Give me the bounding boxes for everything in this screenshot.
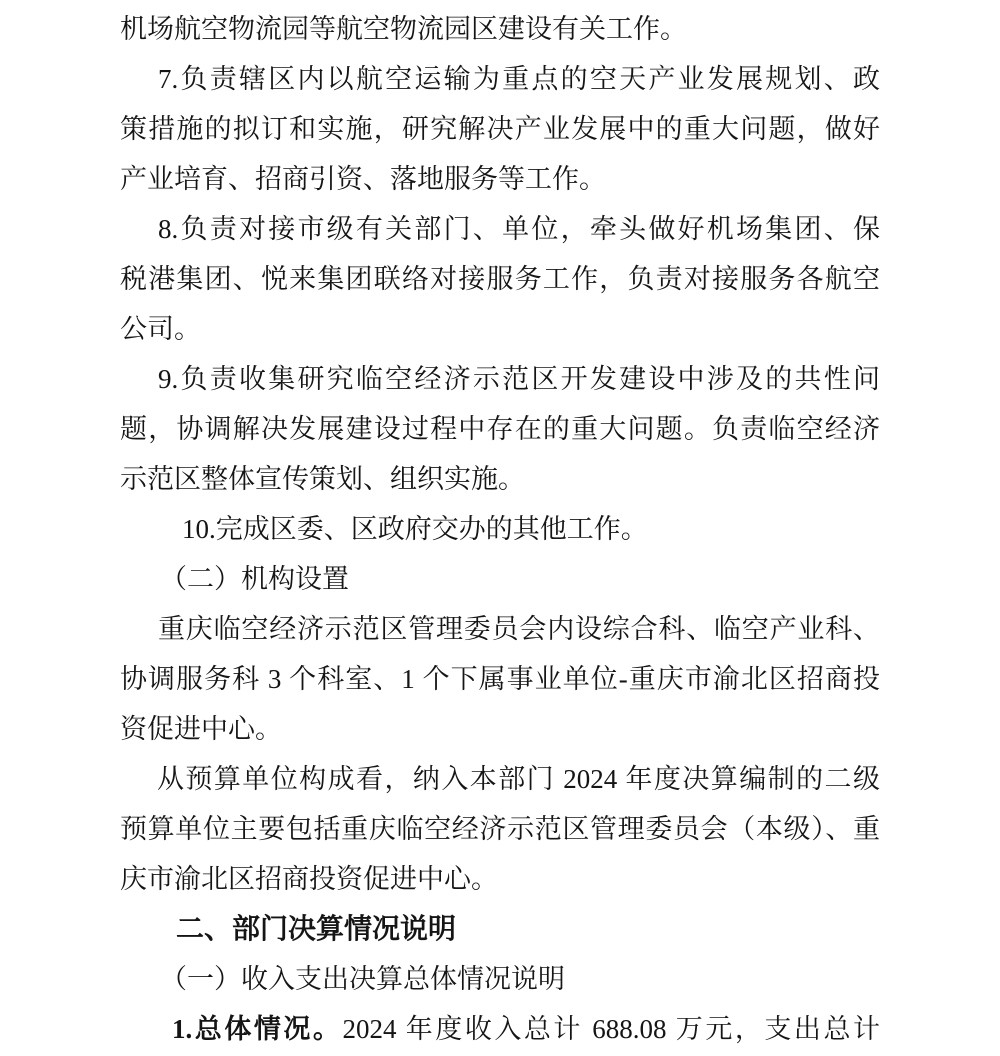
text-run: 二、部门决算情况说明 (176, 913, 457, 944)
text-run: 2024 年度收入总计 688.08 万元，支出总计 (342, 1014, 880, 1044)
text-run: 公司。 (120, 314, 201, 344)
text-run: 策措施的拟订和实施，研究解决产业发展中的重大问题，做好 (120, 114, 880, 144)
text-run: 从预算单位构成看，纳入本部门 2024 年度决算编制的二级 (157, 764, 880, 794)
document-line (120, 504, 880, 554)
document-line (120, 154, 880, 204)
text-run: 9.负责收集研究临空经济示范区开发建设中涉及的共性问 (158, 364, 880, 394)
document-line (120, 954, 880, 1004)
document-line (120, 54, 880, 104)
document-line (120, 554, 880, 604)
text-run: （二）机构设置 (160, 564, 349, 594)
text-run: 8.负责对接市级有关部门、单位，牵头做好机场集团、保 (158, 214, 880, 244)
document-line (120, 804, 880, 854)
document-line (120, 204, 880, 254)
text-run: 庆市渝北区招商投资促进中心。 (120, 864, 498, 894)
document-line (120, 754, 880, 804)
text-run: 10.完成区委、区政府交办的其他工作。 (182, 514, 648, 544)
document-line (120, 104, 880, 154)
text-run: 协调服务科 3 个科室、1 个下属事业单位-重庆市渝北区招商投 (120, 664, 880, 694)
document-line (120, 454, 880, 504)
text-run: （一）收入支出决算总体情况说明 (160, 964, 565, 994)
document-line (120, 304, 880, 354)
text-run: 税港集团、悦来集团联络对接服务工作，负责对接服务各航空 (120, 264, 880, 294)
document-line (120, 904, 880, 954)
document-line (120, 254, 880, 304)
document-line (120, 654, 880, 704)
text-run: 题，协调解决发展建设过程中存在的重大问题。负责临空经济 (120, 414, 880, 444)
document-line (120, 4, 880, 54)
text-run: 预算单位主要包括重庆临空经济示范区管理委员会（本级）、重 (120, 814, 880, 844)
document-line (120, 604, 880, 654)
document-line (120, 854, 880, 904)
text-run: 7.负责辖区内以航空运输为重点的空天产业发展规划、政 (158, 64, 880, 94)
text-run: 资促进中心。 (120, 714, 282, 744)
document-line (120, 404, 880, 454)
bold-text-run: 1.总体情况。 (172, 1014, 343, 1044)
text-run: 产业培育、招商引资、落地服务等工作。 (120, 164, 606, 194)
text-run: 机场航空物流园等航空物流园区建设有关工作。 (120, 14, 687, 44)
document-line (120, 704, 880, 754)
document-line (120, 1004, 880, 1054)
text-run: 示范区整体宣传策划、组织实施。 (120, 464, 525, 494)
text-run: 重庆临空经济示范区管理委员会内设综合科、临空产业科、 (158, 614, 880, 644)
document-line (120, 354, 880, 404)
